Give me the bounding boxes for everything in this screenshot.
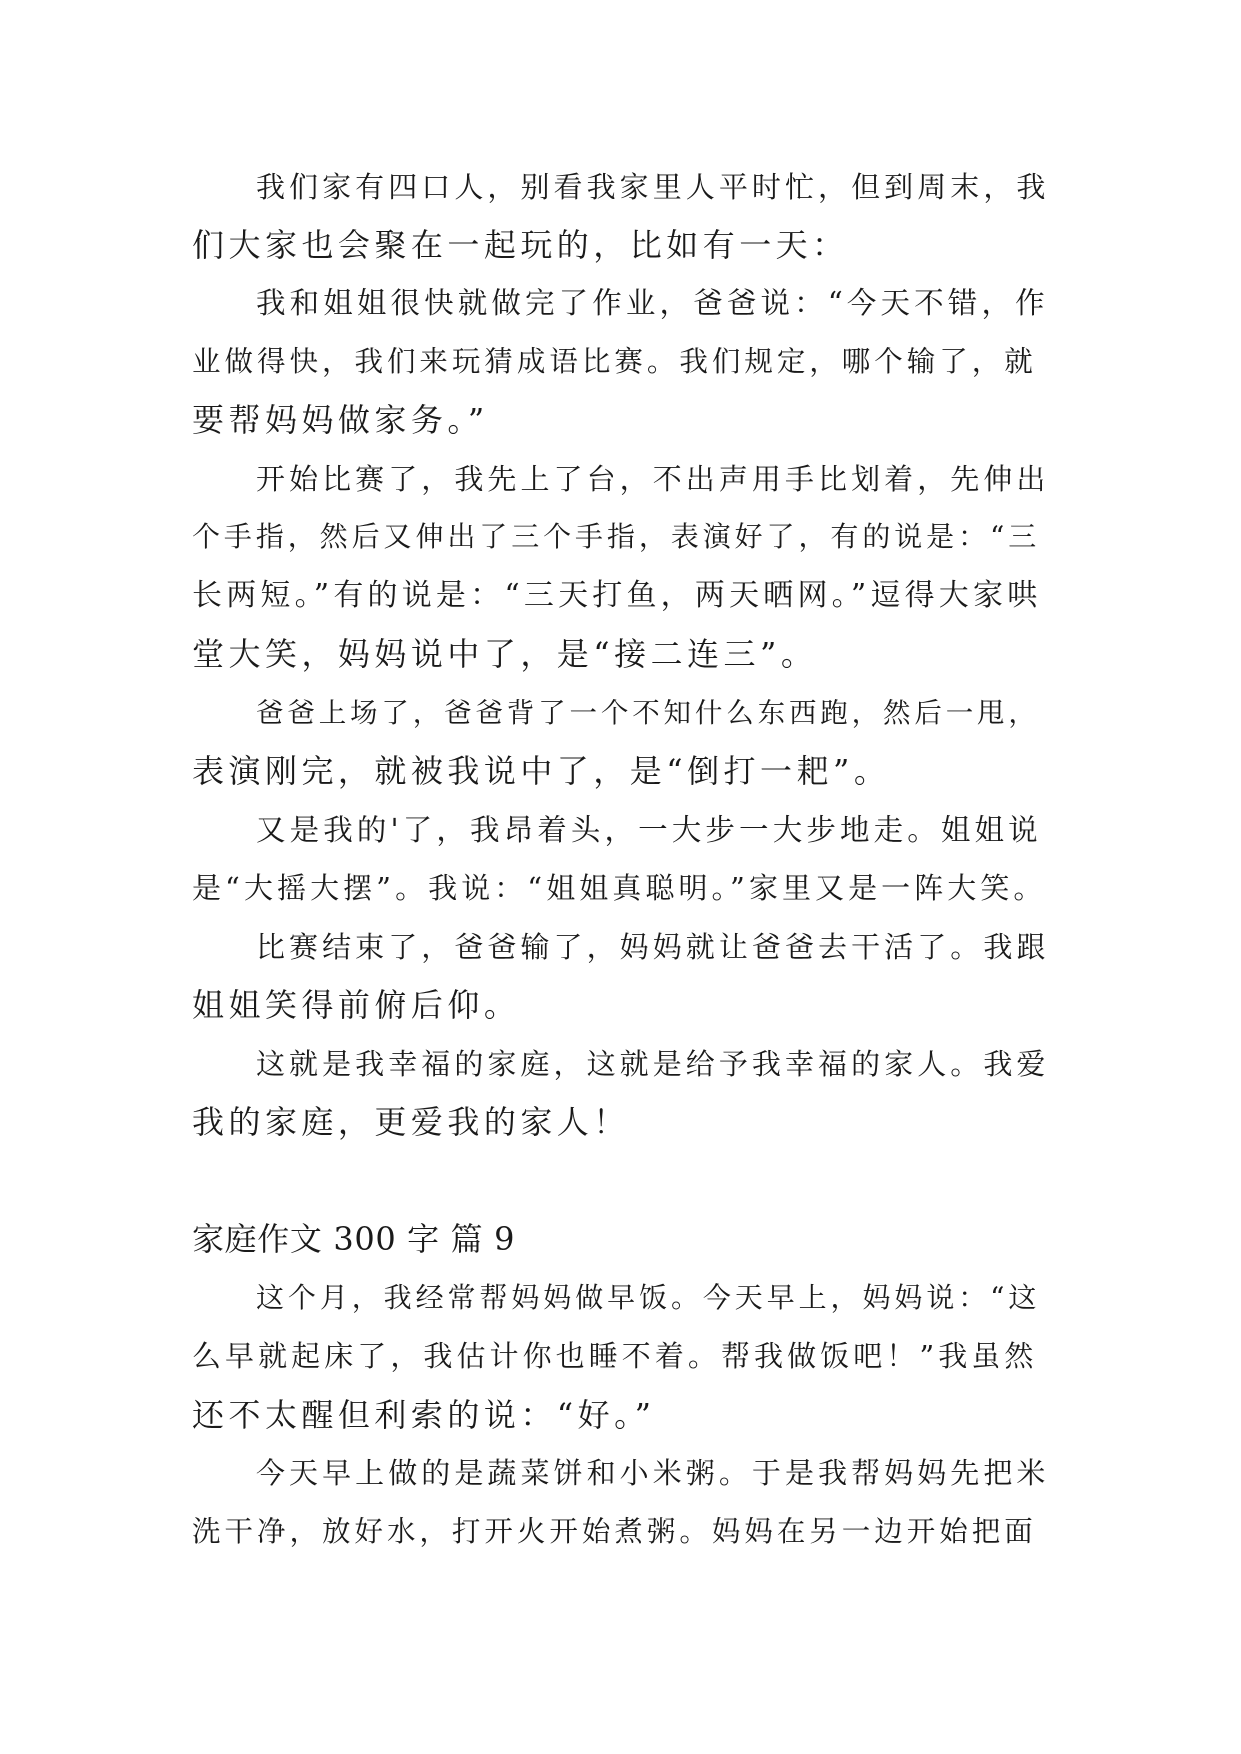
- text-line: 开始比赛了，我先上了台，不出声用手比划着，先伸出: [256, 462, 1050, 496]
- text-line: 我的家庭，更爱我的家人！: [192, 1103, 630, 1141]
- text-line: 表演刚完，就被我说中了，是“倒打一耙”。: [192, 752, 891, 790]
- text-line: 长两短。”有的说是：“三天打鱼，两天晒网。”逗得大家哄: [192, 578, 1042, 613]
- text-line: 堂大笑，妈妈说中了，是“接二连三”。: [192, 635, 818, 673]
- text-line: 比赛结束了，爸爸输了，妈妈就让爸爸去干活了。我跟: [256, 930, 1050, 964]
- text-line: 我们家有四口人，别看我家里人平时忙，但到周末，我: [256, 170, 1050, 204]
- text-line: 是“大摇大摆”。我说：“姐姐真聪明。”家里又是一阵大笑。: [192, 871, 1047, 905]
- text-line: 个手指，然后又伸出了三个手指，表演好了，有的说是：“三: [192, 520, 1041, 553]
- text-line: 业做得快，我们来玩猜成语比赛。我们规定，哪个输了，就: [192, 345, 1037, 378]
- text-line: 这就是我幸福的家庭，这就是给予我幸福的家人。我爱: [256, 1047, 1050, 1081]
- text-line: 们大家也会聚在一起玩的，比如有一天：: [192, 226, 849, 264]
- text-line: 么早就起床了，我估计你也睡不着。帮我做饭吧！”我虽然: [192, 1339, 1038, 1373]
- text-line: 爸爸上场了，爸爸背了一个不知什么东西跑，然后一甩，: [256, 697, 1040, 729]
- text-line: 又是我的'了，我昂着头，一大步一大步地走。姐姐说: [256, 813, 1042, 847]
- text-line: 要帮妈妈做家务。”: [192, 401, 489, 439]
- text-line: 这个月，我经常帮妈妈做早饭。今天早上，妈妈说：“这: [256, 1281, 1041, 1314]
- text-line: 还不太醒但利索的说：“好。”: [192, 1396, 656, 1434]
- section-heading: 家庭作文 300 字 篇 9: [192, 1220, 516, 1258]
- text-line: 洗干净，放好水，打开火开始煮粥。妈妈在另一边开始把面: [192, 1515, 1037, 1548]
- text-line: 我和姐姐很快就做完了作业，爸爸说：“今天不错，作: [256, 286, 1049, 320]
- text-line: 今天早上做的是蔬菜饼和小米粥。于是我帮妈妈先把米: [256, 1456, 1050, 1490]
- text-line: 姐姐笑得前俯后仰。: [192, 986, 521, 1024]
